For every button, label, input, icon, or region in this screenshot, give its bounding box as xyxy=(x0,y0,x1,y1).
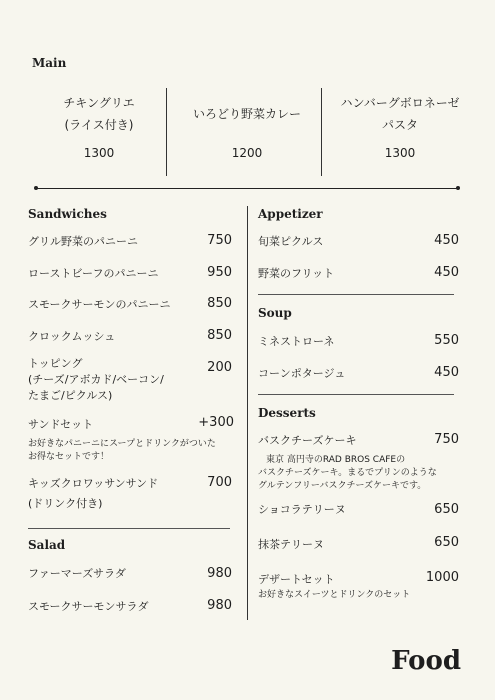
soup-item-price: 550 xyxy=(434,333,459,348)
divider-dot xyxy=(34,186,38,190)
section-divider xyxy=(258,394,454,395)
dessert-item-price: 650 xyxy=(434,535,459,550)
main-item-name: ハンバーグボロネーゼ xyxy=(340,96,460,110)
divider-dot xyxy=(456,186,460,190)
kids-item-name: キッズクロワッサンサンド xyxy=(28,477,159,490)
salad-item-name: スモークサーモンサラダ xyxy=(28,600,149,613)
section-divider xyxy=(28,528,230,529)
salad-section-title: Salad xyxy=(28,538,66,552)
dessert-item-price: 750 xyxy=(434,432,459,447)
sandwich-item-name: サンドセット xyxy=(28,418,94,431)
divider xyxy=(166,88,167,176)
note-line: 東京 高円寺のRAD BROS CAFEの xyxy=(266,455,406,465)
sandwich-item-price: 850 xyxy=(207,296,232,311)
soup-item-price: 450 xyxy=(434,365,459,380)
topping-options: (チーズ/アボカド/ベーコン/ xyxy=(28,373,164,386)
dessert-item-name: デザートセット xyxy=(258,573,335,586)
main-item-price: 1300 xyxy=(83,146,115,160)
sandwiches-section-title: Sandwiches xyxy=(28,207,107,221)
main-item-2 xyxy=(172,103,322,125)
note-line: グルテンフリーバスクチーズケーキです。 xyxy=(258,481,427,491)
sandwich-item-price: 750 xyxy=(207,233,232,248)
kids-item-sub: (ドリンク付き) xyxy=(28,497,103,510)
salad-item-price: 980 xyxy=(207,598,232,613)
appetizer-item-price: 450 xyxy=(434,265,459,280)
salad-item-price: 980 xyxy=(207,566,232,581)
salad-item-name: ファーマーズサラダ xyxy=(28,567,126,580)
main-section-title: Main xyxy=(32,56,67,70)
soup-item-name: コーンポタージュ xyxy=(258,367,346,380)
basque-cheesecake-note xyxy=(258,454,437,493)
topping-item xyxy=(28,356,164,404)
main-item-price: 1300 xyxy=(384,146,416,160)
note-line: お好きなパニーニにスープとドリンクがついた xyxy=(28,439,216,449)
dessert-item-name: バスクチーズケーキ xyxy=(258,434,357,447)
main-item-price: 1200 xyxy=(231,146,263,160)
footer-title: Food xyxy=(391,646,461,676)
dessert-item-name: 抹茶テリーヌ xyxy=(258,538,324,551)
main-item-name-sub: パスタ xyxy=(381,118,418,132)
sandwich-item-name: グリル野菜のパニーニ xyxy=(28,235,138,248)
main-item-name: いろどり野菜カレー xyxy=(192,107,301,121)
main-item-name: チキングリエ xyxy=(63,96,135,110)
sandwich-set-note xyxy=(28,438,216,464)
note-line: お得なセットです！ xyxy=(28,452,110,462)
appetizer-item-price: 450 xyxy=(434,233,459,248)
desserts-section-title: Desserts xyxy=(258,406,316,420)
appetizer-item-name: 野菜のフリット xyxy=(258,267,335,280)
sandwich-item-price: 700 xyxy=(207,475,232,490)
topping-name: トッピング xyxy=(28,357,83,370)
topping-options-2: たまご/ピクルス) xyxy=(28,389,113,402)
dessert-item-price: 650 xyxy=(434,502,459,517)
sandwich-item-name: クロックムッシュ xyxy=(28,330,116,343)
note-line: バスクチーズケーキ。まるでプリンのような xyxy=(258,468,437,478)
sandwich-item-name: スモークサーモンのパニーニ xyxy=(28,298,171,311)
sandwich-item-price: 950 xyxy=(207,265,232,280)
soup-section-title: Soup xyxy=(258,306,292,320)
dessert-item-price: 1000 xyxy=(425,570,459,585)
section-divider xyxy=(258,294,454,295)
appetizer-item-name: 旬菜ピクルス xyxy=(258,235,324,248)
column-divider xyxy=(247,206,248,620)
sandwich-item-name: ローストビーフのパニーニ xyxy=(28,267,159,280)
appetizer-section-title: Appetizer xyxy=(258,207,323,221)
main-item-1 xyxy=(38,92,160,136)
dessert-set-note: お好きなスイーツとドリンクのセット xyxy=(258,590,411,600)
main-divider xyxy=(36,188,458,189)
soup-item-name: ミネストローネ xyxy=(258,335,335,348)
sandwich-item-price: 850 xyxy=(207,328,232,343)
sandwich-item-price: +300 xyxy=(198,415,234,430)
main-item-name-sub: (ライス付き) xyxy=(64,118,134,132)
kids-item xyxy=(28,474,158,514)
dessert-item-name: ショコラテリーヌ xyxy=(258,503,346,516)
main-item-3 xyxy=(326,92,474,136)
sandwich-item-price: 200 xyxy=(207,360,232,375)
divider xyxy=(321,88,322,176)
